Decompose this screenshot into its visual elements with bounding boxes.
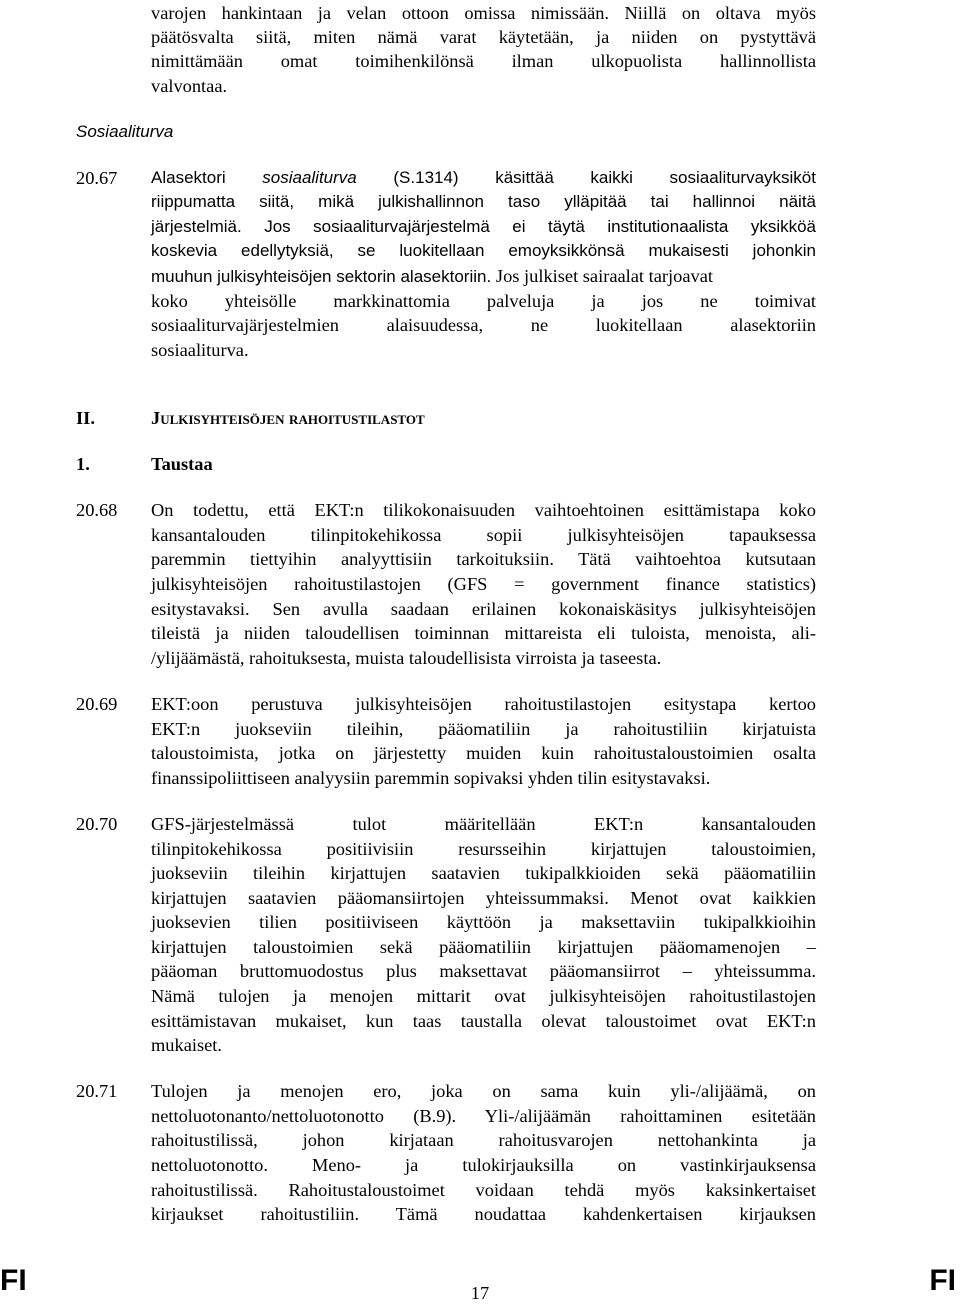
text-line: pääoman bruttomuodostus plus maksettavat pääomansiirrot – yhteissumma. — [151, 961, 816, 981]
text-line: sosiaaliturva. — [151, 340, 249, 360]
text-line: juoksevien tilien positiiviseen käyttöön ja maksettaviin tukipalkkioihin — [151, 912, 816, 932]
text-line: riippumatta siitä, mikä julkishallinnon taso ylläpitää tai hallinnoi näitä — [151, 192, 816, 211]
text-line: julkisyhteisöjen rahoitustilastojen (GFS = government finance statistics) — [151, 574, 816, 594]
text-line: muuhun julkisyhteisöjen sektorin alasektoriin. Jos julkiset sairaalat tarjoavat — [151, 266, 713, 286]
text-line: sosiaaliturvajärjestelmien alaisuudessa, ne luokitellaan alasektoriin — [151, 315, 816, 335]
text-line: esitystavaksi. Sen avulla saadaan erilainen kokonaiskäsitys julkisyhteisöjen — [151, 599, 816, 619]
text-line: tileistä ja niiden taloudellisen toiminnan mittareista eli tuloista, menoista, ali- — [151, 623, 816, 643]
text-line: kirjattujen saatavien pääomansiirtojen yhteissummaksi. Menot ovat kaikkien — [151, 888, 816, 908]
subsection-number: 1. — [76, 454, 90, 474]
subheading-sosiaaliturva: Sosiaaliturva — [76, 122, 174, 141]
text-line: rahoitustilissä. Rahoitustaloustoimet voidaan tehdä myös kaksinkertaiset — [151, 1180, 816, 1200]
text-line: rahoitustilissä, johon kirjataan rahoitusvarojen nettohankinta ja — [151, 1130, 816, 1150]
text-line: EKT:oon perustuva julkisyhteisöjen rahoitustilastojen esitystapa kertoo — [151, 694, 816, 714]
text-line: Alasektori sosiaaliturva (S.1314) käsittää kaikki sosiaaliturvayksiköt — [151, 168, 816, 187]
page-number: 17 — [470, 1283, 490, 1303]
paragraph-number: 20.70 — [76, 814, 118, 834]
text-line: järjestelmiä. Jos sosiaaliturvajärjestelmä ei täytä institutionaalista yksikköä — [151, 217, 817, 236]
section-title: Julkisyhteisöjen rahoitustilastot — [151, 408, 425, 428]
text-line: paremmin tiettyihin analyyttisiin tarkoituksiin. Tätä vaihtoehtoa kutsutaan — [151, 549, 816, 569]
text-line: finanssipoliittiseen analyysiin paremmin sopivaksi yhden tilin esitystavaksi. — [151, 768, 711, 788]
text-line: kirjattujen taloustoimien sekä pääomatiliin kirjattujen pääomamenojen – — [151, 937, 816, 957]
text-line: nimittämään omat toimihenkilönsä ilman ulkopuolista hallinnollista — [151, 51, 816, 71]
text-line: tilinpitokehikossa positiivisiin resursseihin kirjattujen taloustoimien, — [151, 839, 816, 859]
text-line: EKT:n juokseviin tileihin, pääomatiliin ja rahoitustiliin kirjatuista — [151, 719, 816, 739]
text-line: kirjaukset rahoitustiliin. Tämä noudattaa kahdenkertaisen kirjauksen — [151, 1204, 816, 1224]
footer-language-left: FI — [0, 1264, 27, 1297]
section-number: II. — [76, 408, 95, 428]
text-line: nettoluotonotto. Meno- ja tulokirjauksilla on vastinkirjauksensa — [151, 1155, 816, 1175]
text-line: GFS-järjestelmässä tulot määritellään EKT:n kansantalouden — [151, 814, 816, 834]
text-line: /ylijäämästä, rahoituksesta, muista taloudellisista virroista ja taseesta. — [151, 648, 662, 668]
text-line: nettoluotonanto/nettoluotonotto (B.9). Yli-/alijäämän rahoittaminen esitetään — [151, 1106, 816, 1126]
paragraph-number: 20.68 — [76, 500, 118, 520]
paragraph-number: 20.67 — [76, 168, 118, 188]
text-line: päätösvalta siitä, miten nämä varat käytetään, ja niiden on pystyttävä — [151, 27, 816, 47]
text-line: esittämistavan mukaiset, kun taas taustalla olevat taloustoimet ovat EKT:n — [151, 1011, 816, 1031]
text-line: Nämä tulojen ja menojen mittarit ovat julkisyhteisöjen rahoitustilastojen — [151, 986, 816, 1006]
subsection-title: Taustaa — [151, 454, 213, 474]
text-line: juokseviin tileihin kirjattujen saatavien tukipalkkioiden sekä pääomatiliin — [151, 863, 816, 883]
text-line: kansantalouden tilinpitokehikossa sopii julkisyhteisöjen tapauksessa — [151, 525, 816, 545]
paragraph-number: 20.71 — [76, 1081, 118, 1101]
text-line: valvontaa. — [151, 76, 228, 96]
text-line: varojen hankintaan ja velan ottoon omissa nimissään. Niillä on oltava myös — [151, 3, 816, 23]
text-line: koko yhteisölle markkinattomia palveluja ja jos ne toimivat — [151, 291, 816, 311]
text-line: Tulojen ja menojen ero, joka on sama kuin yli-/alijäämä, on — [151, 1081, 816, 1101]
text-line: koskevia edellytyksiä, se luokitellaan emoyksikkönsä mukaisesti johonkin — [151, 241, 816, 260]
footer-language-right: FI — [929, 1264, 956, 1297]
text-line: On todettu, että EKT:n tilikokonaisuuden vaihtoehtoinen esittämistapa koko — [151, 500, 816, 520]
text-line: taloustoimista, jotka on järjestetty muiden kuin rahoitustaloustoimien osalta — [151, 743, 816, 763]
paragraph-number: 20.69 — [76, 694, 118, 714]
text-line: mukaiset. — [151, 1035, 222, 1055]
